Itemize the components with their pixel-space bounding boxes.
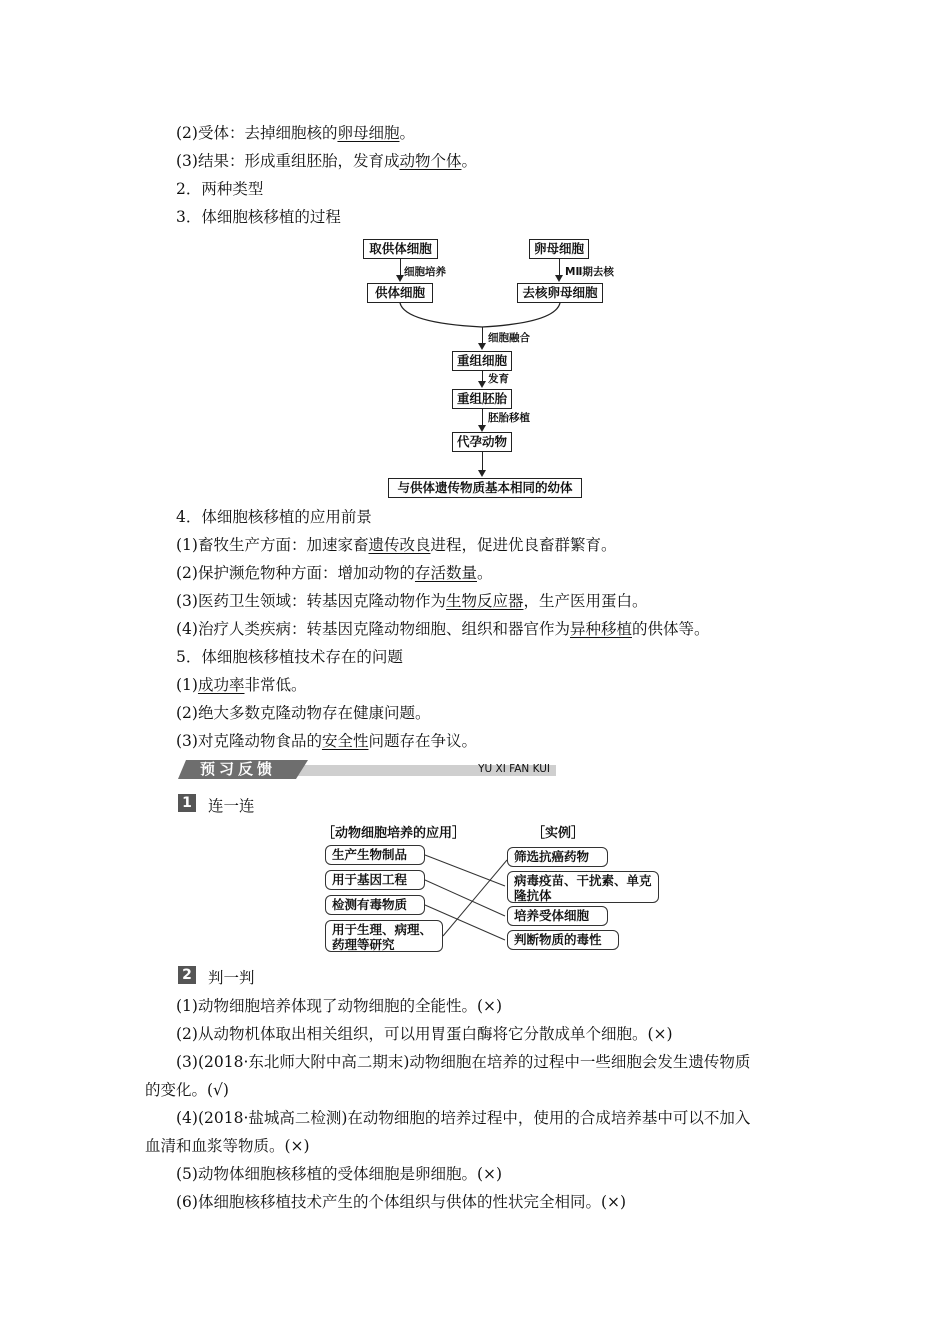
app-medicine-answer: 生物反应器 — [445, 592, 524, 610]
problem-1-end: 非常低。 — [244, 676, 307, 694]
app-disease-answer: 异种移植 — [569, 620, 632, 638]
flow-box-offspring: 与供体遗传物质基本相同的幼体 — [388, 478, 582, 498]
judge-statement: (5)动物体细胞核移植的受体细胞是卵细胞。(×) — [176, 1165, 503, 1183]
problem-line-2: (2)绝大多数克隆动物存在健康问题。 — [176, 704, 431, 722]
app-livestock-answer: 遗传改良 — [368, 536, 431, 554]
app-livestock-text: (1)畜牧生产方面：加速家畜 — [176, 536, 369, 554]
flow-box-oocyte: 卵母细胞 — [529, 239, 589, 259]
heading-problems: 5．体细胞核移植技术存在的问题 — [176, 648, 403, 666]
app-disease-end: 的供体等。 — [631, 620, 710, 638]
right-item: 判断物质的毒性 — [507, 930, 619, 950]
right-item: 培养受体细胞 — [507, 906, 608, 926]
right-column-caption: ［实例］ — [532, 826, 585, 841]
question-number-badge: 2 — [178, 966, 196, 984]
heading-process: 3．体细胞核移植的过程 — [176, 208, 341, 226]
left-item: 检测有毒物质 — [325, 895, 425, 915]
problem-3-answer: 安全性 — [321, 732, 369, 750]
app-disease-text: (4)治疗人类疾病：转基因克隆动物细胞、组织和器官作为 — [176, 620, 570, 638]
left-item: 用于生理、病理、药理等研究 — [325, 920, 443, 952]
flow-label-fusion: 细胞融合 — [488, 332, 530, 344]
left-item: 生产生物制品 — [325, 845, 425, 865]
recipient-label: (2)受体：去掉细胞核的 — [176, 124, 338, 142]
left-item: 用于基因工程 — [325, 870, 425, 890]
flow-box-embryo: 重组胚胎 — [452, 389, 512, 409]
judge-statement: (4)(2018·盐城高二检测)在动物细胞的培养过程中，使用的合成培养基中可以不加入 — [176, 1109, 751, 1127]
problem-1-num: (1) — [176, 676, 198, 694]
flow-box-donor-cell: 供体细胞 — [367, 283, 433, 303]
match-line — [443, 860, 507, 936]
app-species-text: (2)保护濒危物种方面：增加动物的 — [176, 564, 415, 582]
result-label: (3)结果：形成重组胚胎，发育成 — [176, 152, 400, 170]
judge-statement: (1)动物细胞培养体现了动物细胞的全能性。(×) — [176, 997, 503, 1015]
result-end: 。 — [461, 152, 477, 170]
recipient-answer: 卵母细胞 — [337, 124, 400, 142]
problem-3-text: (3)对克隆动物食品的 — [176, 732, 322, 750]
recipient-end: 。 — [399, 124, 415, 142]
judge-statement-cont: 的变化。(√) — [145, 1081, 229, 1099]
match-line — [425, 855, 505, 886]
flow-box-enucleated-oocyte: 去核卵母细胞 — [517, 283, 603, 303]
flow-label-transfer: 胚胎移植 — [488, 412, 530, 424]
left-column-caption: ［动物细胞培养的应用］ — [322, 826, 466, 841]
app-species-answer: 存活数量 — [414, 564, 477, 582]
problem-1-answer: 成功率 — [197, 676, 245, 694]
flow-box-surrogate: 代孕动物 — [452, 432, 512, 452]
banner-title: 预习反馈 — [200, 760, 277, 778]
app-medicine-text: (3)医药卫生领域：转基因克隆动物作为 — [176, 592, 446, 610]
judge-statement: (2)从动物机体取出相关组织，可以用胃蛋白酶将它分散成单个细胞。(×) — [176, 1025, 673, 1043]
judge-statement: (3)(2018·东北师大附中高二期末)动物细胞在培养的过程中一些细胞会发生遗传物质 — [176, 1053, 751, 1071]
banner-subtitle: YU XI FAN KUI — [478, 763, 550, 775]
flow-label-enucleate: MⅡ期去核 — [565, 266, 614, 278]
right-item: 病毒疫苗、干扰素、单克隆抗体 — [507, 871, 659, 903]
flow-box-recombined-cell: 重组细胞 — [452, 351, 512, 371]
question-number-badge: 1 — [178, 794, 196, 812]
question-title-match: 连一连 — [208, 797, 255, 815]
app-livestock-end: 进程，促进优良畜群繁育。 — [430, 536, 617, 554]
result-answer: 动物个体 — [399, 152, 462, 170]
flow-box-donor: 取供体细胞 — [363, 239, 438, 259]
app-medicine-end: ，生产医用蛋白。 — [523, 592, 648, 610]
question-title-judge: 判一判 — [208, 969, 255, 987]
right-item: 筛选抗癌药物 — [507, 847, 608, 867]
heading-two-types: 2．两种类型 — [176, 180, 264, 198]
flow-label-culture: 细胞培养 — [404, 266, 446, 278]
judge-statement: (6)体细胞核移植技术产生的个体组织与供体的性状完全相同。(×) — [176, 1193, 627, 1211]
heading-applications: 4．体细胞核移植的应用前景 — [176, 508, 372, 526]
flow-label-develop: 发育 — [488, 373, 509, 385]
app-species-end: 。 — [476, 564, 493, 582]
problem-3-end: 问题存在争议。 — [368, 732, 477, 750]
judge-statement-cont: 血清和血浆等物质。(×) — [145, 1137, 310, 1155]
